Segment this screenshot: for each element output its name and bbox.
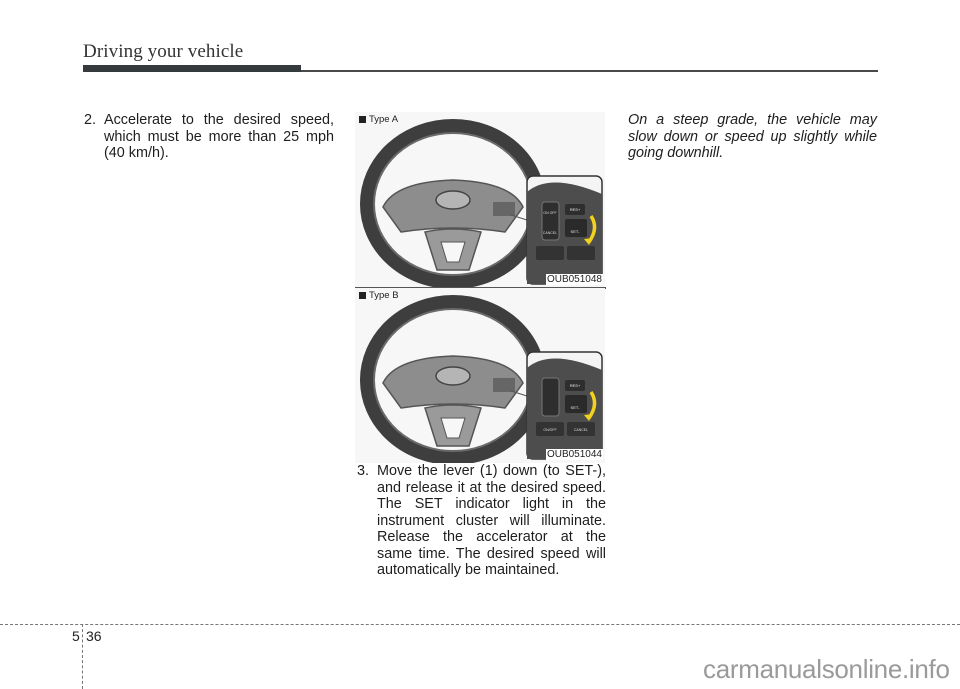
svg-text:CANCEL: CANCEL: [542, 231, 558, 235]
bullet-square-icon: [359, 292, 366, 299]
figure-type-a: [355, 112, 605, 288]
step-number: 2.: [84, 112, 97, 128]
steering-wheel-illustration-icon: [355, 288, 605, 463]
step-2: [84, 112, 334, 162]
figure-type-label: Type A: [359, 114, 398, 125]
step-3: [357, 463, 606, 579]
steering-wheel-illustration-icon: [355, 112, 605, 288]
page-number: 36: [86, 628, 102, 644]
svg-text:SET-: SET-: [570, 229, 580, 234]
step-text: Move the lever (1) down (to SET-), and release it at the desired speed. The SET indicator light in the instrument cluster will illuminate. Release the accelerator at the same time. The desired speed will automatically be maintained.: [377, 463, 606, 578]
step-number: 3.: [357, 463, 370, 479]
svg-text:ON OFF: ON OFF: [543, 211, 557, 215]
step-text: Accelerate to the desired speed, which must be more than 25 mph (40 km/h).: [104, 112, 334, 161]
figure-type-b: [355, 288, 605, 463]
bullet-square-icon: [359, 116, 366, 123]
svg-text:RES+: RES+: [569, 207, 581, 212]
figure-code: OUB051048: [546, 274, 602, 285]
page-title: Driving your vehicle: [83, 41, 244, 62]
header-rule: [301, 70, 878, 72]
svg-text:RES+: RES+: [569, 383, 581, 388]
footer-rule: [0, 624, 960, 625]
svg-text:CANCEL: CANCEL: [573, 428, 589, 432]
header-bar-accent: [83, 65, 301, 72]
watermark: carmanualsonline.info: [703, 654, 950, 684]
figure-code: OUB051044: [546, 449, 602, 460]
section-number: 5: [72, 628, 80, 644]
svg-text:SET-: SET-: [570, 405, 580, 410]
figure-type-label: Type B: [359, 290, 399, 301]
svg-text:ON/OFF: ON/OFF: [543, 428, 557, 432]
footer-divider: [82, 624, 83, 689]
note-text: On a steep grade, the vehicle may slow down or speed up slightly while going downhill.: [628, 112, 877, 161]
